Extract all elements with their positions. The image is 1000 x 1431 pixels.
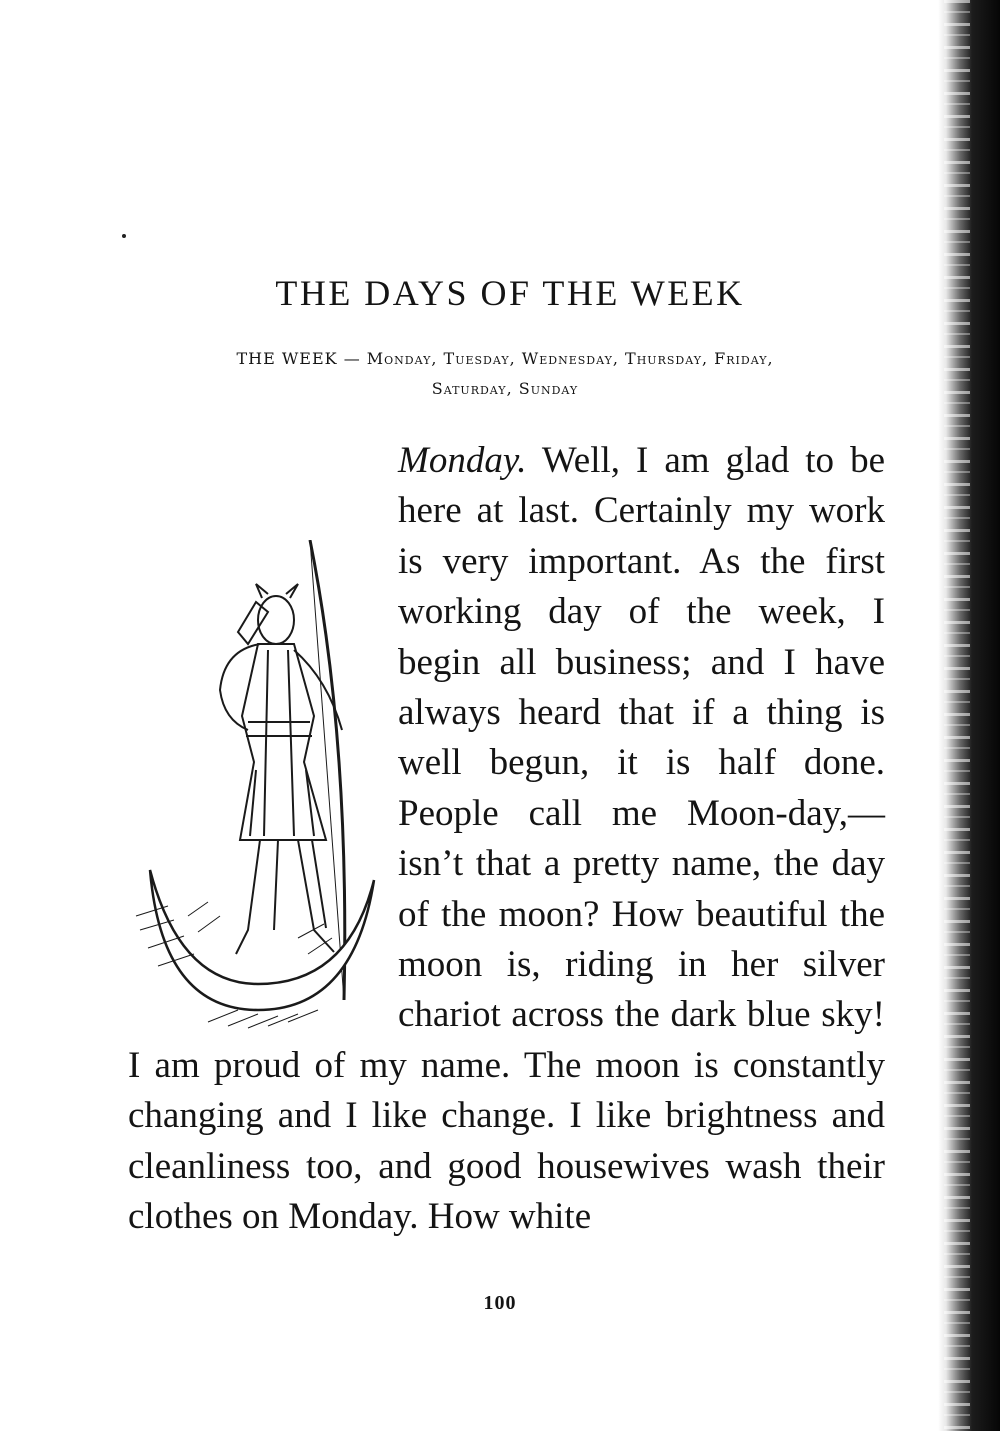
subtitle-line-1: THE WEEK — Monday, Tuesday, Wednesday, Thursday, Friday, xyxy=(236,349,774,368)
scan-speck xyxy=(122,234,126,238)
page-title: THE DAYS OF THE WEEK xyxy=(275,273,745,313)
moon-goddess-icon xyxy=(128,540,390,1030)
page-edge-shadow xyxy=(938,0,1000,1431)
monday-speech: Well, I am glad to be here at last. Certainly my work is very important. As the first working day of the week, I begin all business; and I have always heard that if a thing is well begun, it is half done. People call me Moon-day,— isn’t that a pretty name, the day of the moon? How beautiful the moon is, riding in her silver chariot across the dark blue sky! I am proud of my name. The moon is constantly changing and I like change. I like brightness and cleanliness too, and good housewives wash their clothes on Monday. How white xyxy=(128,440,885,1238)
moon-goddess-illustration xyxy=(128,540,398,1040)
page-number: 100 xyxy=(483,1292,517,1314)
chapter-subtitle xyxy=(120,344,890,404)
subtitle-line-2: Saturday, Sunday xyxy=(431,379,579,398)
speaker-name: Monday. xyxy=(398,440,527,481)
body-text xyxy=(128,436,885,1243)
